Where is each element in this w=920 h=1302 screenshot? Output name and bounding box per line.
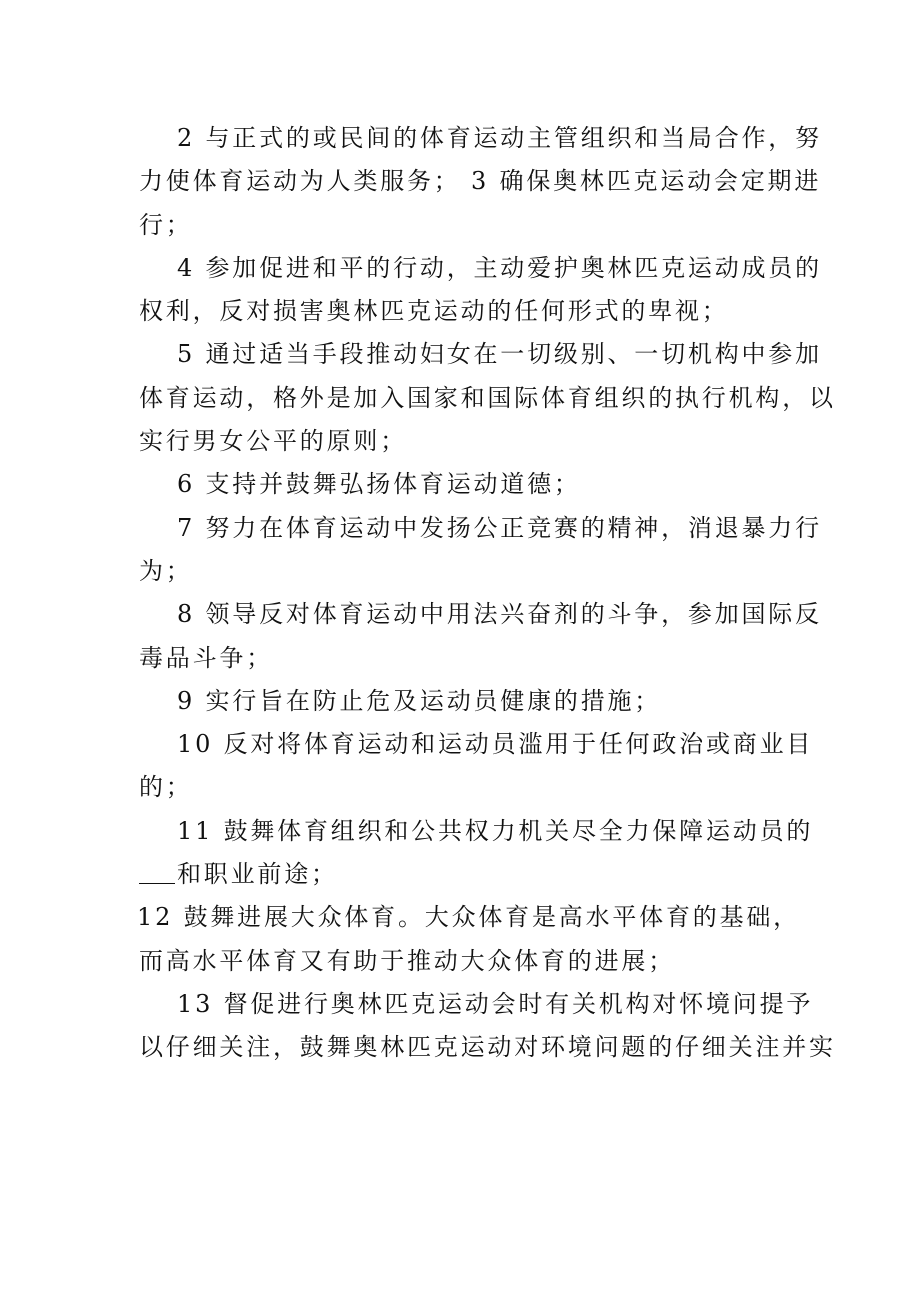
paragraph-line: 11 鼓舞体育组织和公共权力机关尽全力保障运动员的 [177,816,814,845]
paragraph-13 [139,983,836,1070]
paragraph-line: 5 通过适当手段推动妇女在一切级别、一切机构中参加 [177,340,822,369]
paragraph-5 [139,333,836,463]
paragraph-line: 8 领导反对体育运动中用法兴奋剂的斗争，参加国际反 [177,600,822,629]
paragraph-line: 2 与正式的或民间的体育运动主管组织和当局合作，努 [177,124,822,152]
paragraph-line: 行； [139,210,193,239]
paragraph-line-text: 和职业前途； [177,860,338,889]
paragraph-line: 7 努力在体育运动中发扬公正竞赛的精神，消退暴力行 [177,513,822,542]
paragraph-line: 而高水平体育又有助于推动大众体育的进展； [139,946,675,975]
paragraph-line: 力使体育运动为人类服务； 3 确保奥林匹克运动会定期进 [139,167,822,196]
paragraph-11 [139,810,814,897]
paragraph-line: 权利，反对损害奥林匹克运动的任何形式的卑视； [139,297,729,326]
paragraph-10 [139,723,814,810]
fill-in-blank [139,861,175,884]
paragraph-line: 4 参加促进和平的行动，主动爱护奥林匹克运动成员的 [177,253,822,282]
paragraph-line: 实行男女公平的原则； [139,427,407,456]
paragraph-line: 9 实行旨在防止危及运动员健康的措施； [177,686,662,715]
paragraph-8 [139,593,822,680]
paragraph-9 [139,680,783,723]
paragraph-line: 以仔细关注，鼓舞奥林匹克运动对环境问题的仔细关注并实 [139,1033,836,1062]
paragraph-4 [139,247,822,334]
document-body [137,117,836,1070]
paragraph-line: 12 鼓舞进展大众体育。大众体育是高水平体育的基础， [137,903,800,932]
paragraph-line: 10 反对将体育运动和运动员滥用于任何政治或商业目 [177,730,814,759]
paragraph-line: 13 督促进行奥林匹克运动会时有关机构对怀境问提予 [177,989,814,1018]
paragraph-line: 体育运动，格外是加入国家和国际体育组织的执行机构，以 [139,383,836,412]
paragraph-7 [139,507,822,594]
paragraph-line: 毒品斗争； [139,643,273,672]
paragraph-6 [139,463,783,506]
paragraph-12 [137,896,800,983]
paragraph-line: 的； [139,773,193,802]
paragraph-line-with-blank [139,853,783,896]
paragraph-line: 为； [139,556,193,585]
paragraph-2 [139,117,822,247]
paragraph-line: 6 支持并鼓舞弘扬体育运动道德； [177,470,581,499]
